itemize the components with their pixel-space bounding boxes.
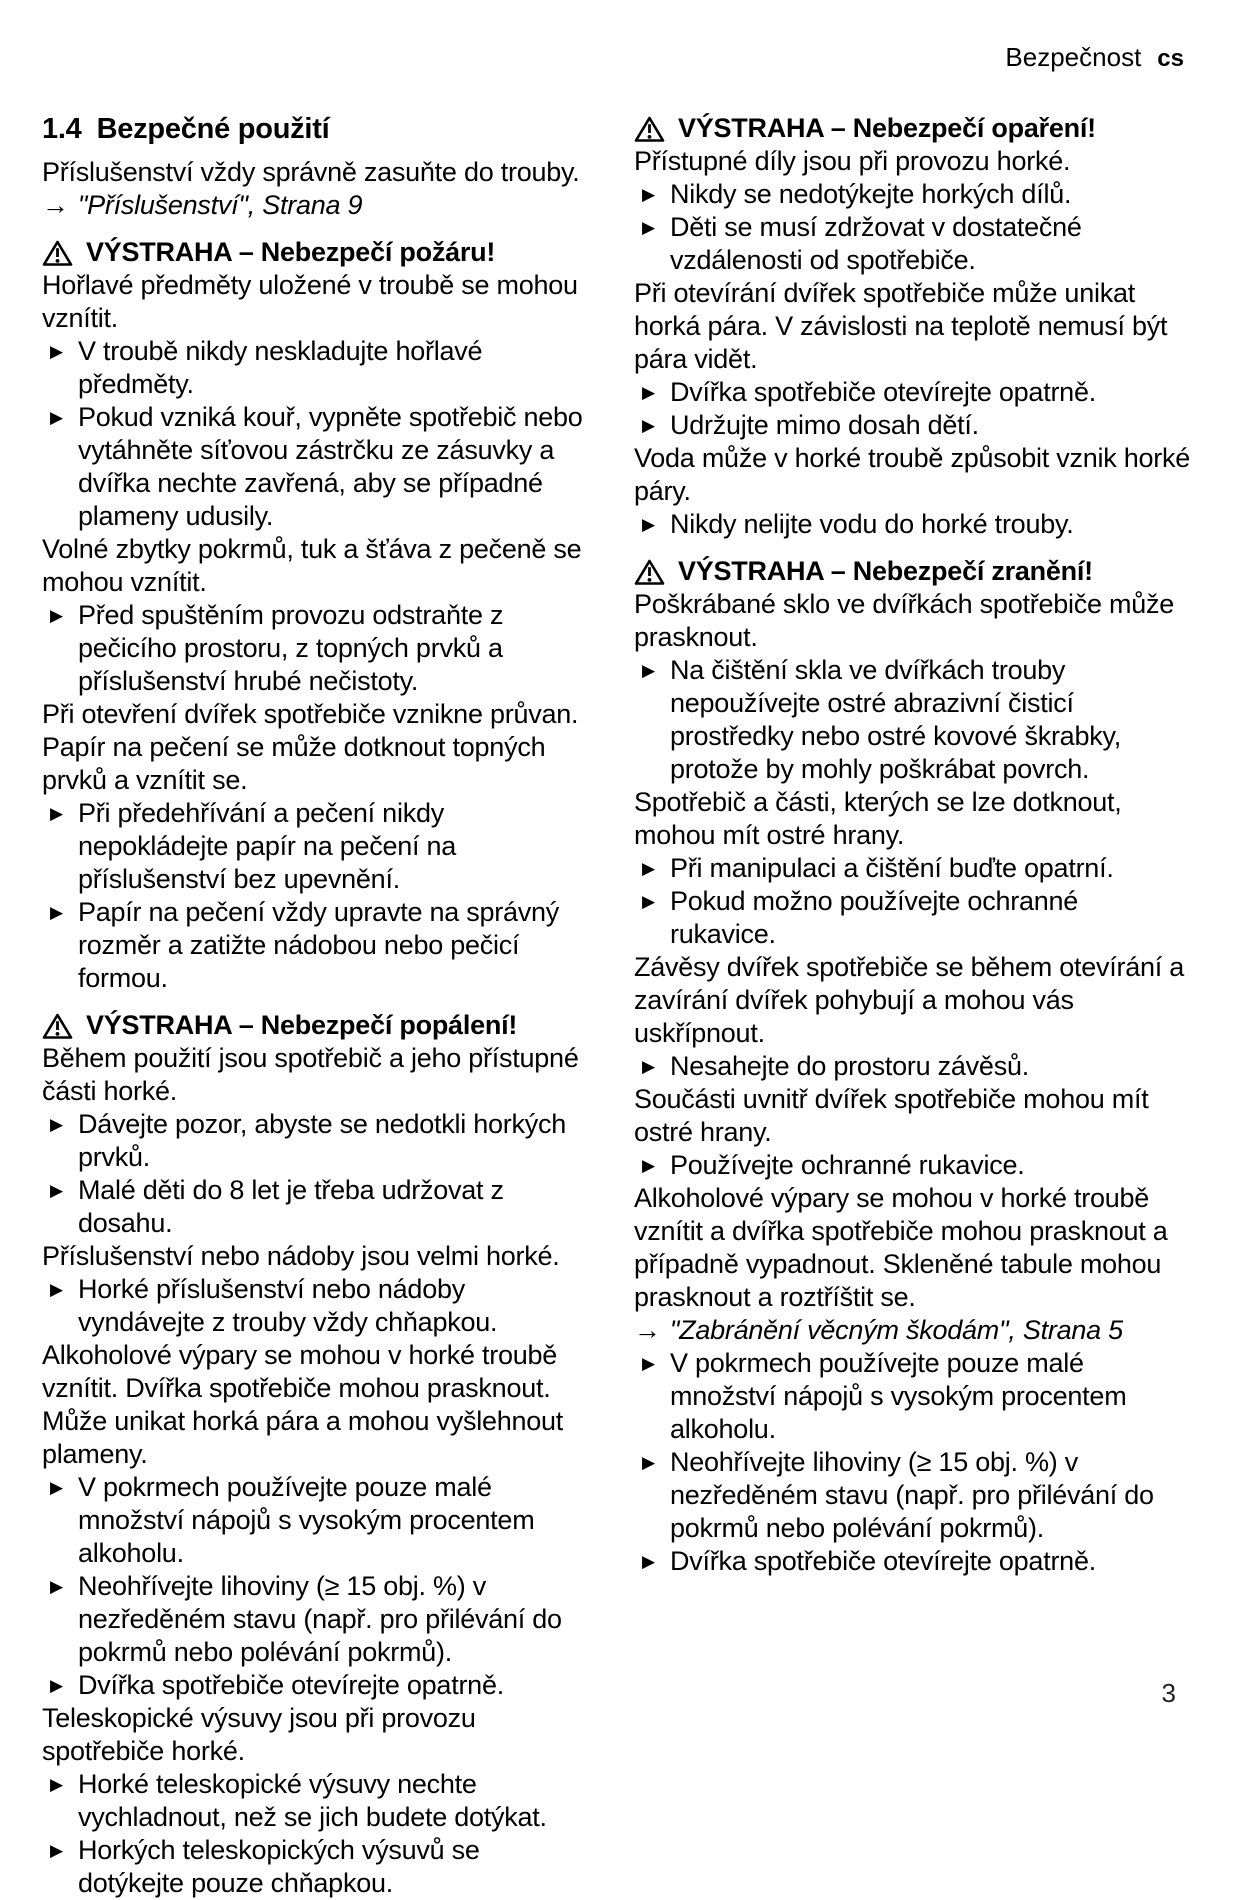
warning-triangle-icon	[42, 239, 73, 267]
bullet-triangle-icon: ▶	[642, 1354, 655, 1373]
warning-triangle-icon	[42, 1012, 73, 1040]
bullet-triangle-icon: ▶	[642, 661, 655, 680]
bullet-triangle-icon: ▶	[642, 1552, 655, 1571]
bullet-text: Nikdy se nedotýkejte horkých dílů.	[670, 179, 1072, 209]
section-heading	[42, 110, 587, 148]
cross-reference	[634, 1314, 1191, 1347]
bullet-item	[42, 1570, 587, 1669]
paragraph: Příslušenství vždy správně zasuňte do trouby.	[42, 157, 580, 187]
bullet-item	[42, 1834, 587, 1900]
page-number: 3	[1161, 1678, 1176, 1708]
bullet-item	[634, 1149, 1191, 1182]
bullet-text: Při manipulaci a čištění buďte opatrní.	[670, 853, 1114, 883]
cross-reference-text: "Zabránění věcným škodám", Strana 5	[669, 1315, 1123, 1345]
warning-triangle-icon	[634, 558, 665, 586]
bullet-item	[42, 335, 587, 401]
left-column	[42, 110, 587, 1900]
bullet-triangle-icon: ▶	[642, 1057, 655, 1076]
warning-heading	[634, 555, 1191, 588]
bullet-text: Dvířka spotřebiče otevírejte opatrně.	[78, 1670, 504, 1700]
header-language-code: cs	[1157, 45, 1184, 72]
paragraph: Při otevření dvířek spotřebiče vznikne průvan. Papír na pečení se může dotknout topných prvků a vznítit se.	[42, 699, 579, 795]
paragraph: Během použití jsou spotřebič a jeho přístupné části horké.	[42, 1043, 579, 1106]
bullet-item	[634, 852, 1191, 885]
bullet-item	[634, 409, 1191, 442]
paragraph: Volné zbytky pokrmů, tuk a šťáva z pečeně se mohou vznítit.	[42, 534, 582, 597]
bullet-text: Dvířka spotřebiče otevírejte opatrně.	[670, 1546, 1096, 1576]
warning-title: VÝSTRAHA – Nebezpečí opaření!	[678, 113, 1096, 143]
bullet-triangle-icon: ▶	[50, 903, 63, 922]
paragraph: Hořlavé předměty uložené v troubě se mohou vznítit.	[42, 270, 578, 333]
bullet-item	[634, 211, 1191, 277]
bullet-triangle-icon: ▶	[50, 342, 63, 361]
bullet-triangle-icon: ▶	[50, 1280, 63, 1299]
bullet-triangle-icon: ▶	[50, 1676, 63, 1695]
warning-heading	[42, 1009, 587, 1042]
bullet-item	[42, 401, 587, 533]
bullet-triangle-icon: ▶	[50, 606, 63, 625]
bullet-text: Dvířka spotřebiče otevírejte opatrně.	[670, 377, 1096, 407]
bullet-item	[634, 1446, 1191, 1545]
bullet-item	[42, 599, 587, 698]
bullet-item	[634, 1347, 1191, 1446]
cross-reference-text: "Příslušenství", Strana 9	[77, 190, 363, 220]
bullet-triangle-icon: ▶	[642, 859, 655, 878]
bullet-triangle-icon: ▶	[642, 383, 655, 402]
bullet-item	[634, 1050, 1191, 1083]
bullet-triangle-icon: ▶	[642, 892, 655, 911]
bullet-triangle-icon: ▶	[642, 1453, 655, 1472]
bullet-item	[634, 376, 1191, 409]
bullet-text: Pokud vzniká kouř, vypněte spotřebič nebo vytáhněte síťovou zástrčku ze zásuvky a dvířka nechte zavřená, aby se případné plameny udusily.	[78, 402, 583, 531]
bullet-item	[42, 1174, 587, 1240]
bullet-triangle-icon: ▶	[50, 1841, 63, 1860]
bullet-text: Horké příslušenství nebo nádoby vyndávejte z trouby vždy chňapkou.	[78, 1274, 498, 1337]
right-column	[634, 110, 1191, 1578]
bullet-item	[42, 896, 587, 995]
bullet-triangle-icon: ▶	[642, 185, 655, 204]
warning-title: VÝSTRAHA – Nebezpečí popálení!	[86, 1010, 518, 1040]
bullet-item	[42, 1108, 587, 1174]
header-section-title: Bezpečnost	[1005, 42, 1142, 72]
bullet-item	[42, 1273, 587, 1339]
bullet-text: Nikdy nelijte vodu do horké trouby.	[670, 509, 1074, 539]
bullet-triangle-icon: ▶	[50, 408, 63, 427]
paragraph: Součásti uvnitř dvířek spotřebiče mohou mít ostré hrany.	[634, 1084, 1149, 1147]
bullet-text: Neohřívejte lihoviny (≥ 15 obj. %) v nezředěném stavu (např. pro přilévání do pokrmů nebo polévání pokrmů).	[670, 1447, 1154, 1543]
section-number: 1.4	[42, 113, 82, 145]
bullet-item	[634, 885, 1191, 951]
bullet-triangle-icon: ▶	[50, 1478, 63, 1497]
bullet-text: Papír na pečení vždy upravte na správný rozměr a zatižte nádobou nebo pečicí formou.	[78, 897, 560, 993]
bullet-text: Dávejte pozor, abyste se nedotkli horkých prvků.	[78, 1109, 567, 1172]
bullet-item	[42, 1471, 587, 1570]
bullet-text: Neohřívejte lihoviny (≥ 15 obj. %) v nezředěném stavu (např. pro přilévání do pokrmů nebo polévání pokrmů).	[78, 1571, 562, 1667]
bullet-text: Na čištění skla ve dvířkách trouby nepoužívejte ostré abrazivní čisticí prostředky nebo ostré kovové škrabky, protože by mohly poškrábat povrch.	[670, 655, 1121, 784]
bullet-item	[634, 1545, 1191, 1578]
bullet-text: Malé děti do 8 let je třeba udržovat z dosahu.	[78, 1175, 504, 1238]
warning-title: VÝSTRAHA – Nebezpečí požáru!	[86, 237, 496, 267]
warning-heading	[42, 236, 587, 269]
page-header	[1005, 42, 1184, 74]
bullet-triangle-icon: ▶	[642, 218, 655, 237]
bullet-triangle-icon: ▶	[642, 1156, 655, 1175]
paragraph: Alkoholové výpary se mohou v horké troubě vznítit. Dvířka spotřebiče mohou prasknout. Může unikat horká pára a mohou vyšlehnout plameny.	[42, 1340, 564, 1469]
bullet-text: Udržujte mimo dosah dětí.	[670, 410, 979, 440]
bullet-triangle-icon: ▶	[50, 804, 63, 823]
paragraph: Alkoholové výpary se mohou v horké troubě vznítit a dvířka spotřebiče mohou prasknout a případně vypadnout. Skleněné tabule mohou prasknout a roztříštit se.	[634, 1183, 1168, 1312]
warning-title: VÝSTRAHA – Nebezpečí zranění!	[678, 556, 1093, 586]
bullet-item	[634, 654, 1191, 786]
section-title: Bezpečné použití	[96, 113, 330, 145]
bullet-text: Horkých teleskopických výsuvů se dotýkejte pouze chňapkou.	[78, 1835, 480, 1898]
bullet-text: V troubě nikdy neskladujte hořlavé předměty.	[78, 336, 483, 399]
bullet-text: Používejte ochranné rukavice.	[670, 1150, 1025, 1180]
bullet-text: Horké teleskopické výsuvy nechte vychladnout, než se jich budete dotýkat.	[78, 1769, 547, 1832]
arrow-right-icon: →	[634, 1315, 661, 1345]
bullet-triangle-icon: ▶	[50, 1181, 63, 1200]
paragraph: Závěsy dvířek spotřebiče se během otevírání a zavírání dvířek pohybují a mohou vás uskřípnout.	[634, 952, 1185, 1048]
bullet-text: V pokrmech používejte pouze malé množství nápojů s vysokým procentem alkoholu.	[78, 1472, 535, 1568]
bullet-text: Nesahejte do prostoru závěsů.	[670, 1051, 1029, 1081]
paragraph: Poškrábané sklo ve dvířkách spotřebiče může prasknout.	[634, 589, 1175, 652]
paragraph: Spotřebič a části, kterých se lze dotknout, mohou mít ostré hrany.	[634, 787, 1122, 850]
paragraph: Příslušenství nebo nádoby jsou velmi horké.	[42, 1241, 560, 1271]
bullet-triangle-icon: ▶	[50, 1775, 63, 1794]
cross-reference	[42, 189, 587, 222]
warning-triangle-icon	[634, 115, 665, 143]
paragraph: Teleskopické výsuvy jsou při provozu spotřebiče horké.	[42, 1703, 476, 1766]
bullet-triangle-icon: ▶	[50, 1577, 63, 1596]
bullet-text: Děti se musí zdržovat v dostatečné vzdálenosti od spotřebiče.	[670, 212, 1082, 275]
warning-heading	[634, 112, 1191, 145]
bullet-text: Pokud možno používejte ochranné rukavice.	[670, 886, 1079, 949]
bullet-item	[42, 797, 587, 896]
bullet-text: V pokrmech používejte pouze malé množství nápojů s vysokým procentem alkoholu.	[670, 1348, 1127, 1444]
bullet-text: Před spuštěním provozu odstraňte z pečicího prostoru, z topných prvků a příslušenství hrubé nečistoty.	[78, 600, 504, 696]
bullet-triangle-icon: ▶	[642, 515, 655, 534]
paragraph: Při otevírání dvířek spotřebiče může unikat horká pára. V závislosti na teplotě nemusí být pára vidět.	[634, 278, 1168, 374]
paragraph: Voda může v horké troubě způsobit vznik horké páry.	[634, 443, 1191, 506]
bullet-triangle-icon: ▶	[50, 1115, 63, 1134]
bullet-item	[634, 508, 1191, 541]
bullet-triangle-icon: ▶	[642, 416, 655, 435]
bullet-item	[42, 1669, 587, 1702]
bullet-text: Při předehřívání a pečení nikdy nepokládejte papír na pečení na příslušenství bez upevnění.	[78, 798, 457, 894]
arrow-right-icon: →	[42, 190, 69, 220]
bullet-item	[634, 178, 1191, 211]
paragraph: Přístupné díly jsou při provozu horké.	[634, 146, 1071, 176]
bullet-item	[42, 1768, 587, 1834]
